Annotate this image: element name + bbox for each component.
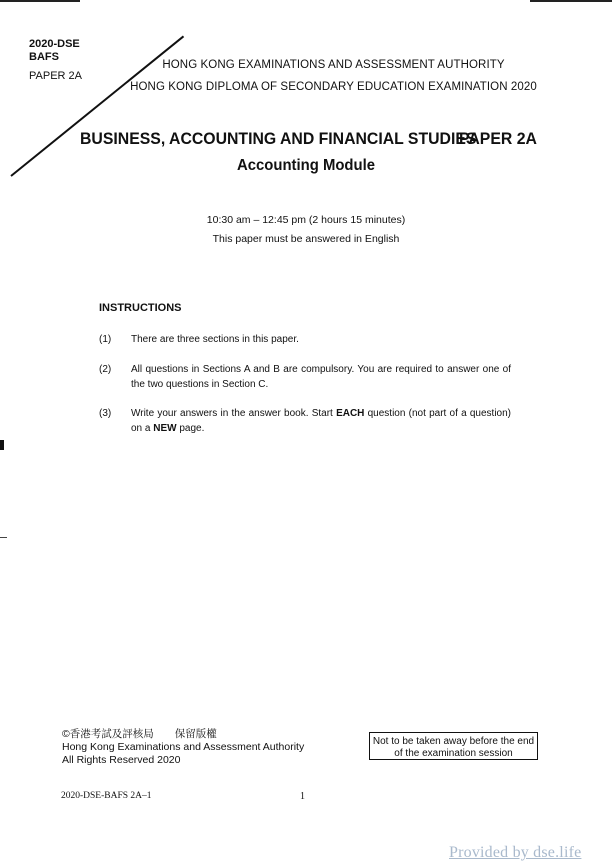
paper-code: PAPER 2A (29, 70, 82, 82)
top-rule-right (530, 0, 612, 2)
exam-time: 10:30 am – 12:45 pm (2 hours 15 minutes) (206, 214, 406, 226)
instruction-text: All questions in Sections A and B are compulsory. You are required to answer one of the two questions in Section C. (131, 364, 511, 390)
watermark-link[interactable]: Provided by dse.life (449, 844, 582, 861)
instruction-text-part: Write your answers in the answer book. Start (131, 408, 337, 419)
rights-reserved: All Rights Reserved 2020 (62, 754, 181, 766)
copyright-english: Hong Kong Examinations and Assessment Authority (62, 741, 305, 753)
language-note: This paper must be answered in English (212, 233, 400, 245)
instructions-heading: INSTRUCTIONS (99, 302, 182, 314)
page-code: 2020-DSE-BAFS 2A–1 (61, 791, 152, 801)
authority-heading: HONG KONG EXAMINATIONS AND ASSESSMENT AUTHORITY (162, 59, 505, 71)
instruction-text (131, 407, 511, 436)
top-rule-left (0, 0, 80, 2)
instruction-emphasis: NEW (153, 422, 177, 434)
copyright-block (62, 728, 304, 767)
page-number: 1 (300, 791, 305, 802)
notice-box: Not to be taken away before the end of the examination session (369, 732, 538, 760)
subject-code: BAFS (29, 51, 59, 63)
instruction-number: (3) (99, 408, 112, 419)
margin-tick (0, 537, 7, 538)
instruction-text-part: question (not part of a question) on a (131, 408, 511, 434)
instruction-emphasis: EACH (336, 408, 365, 419)
copyright-chinese: ©香港考試及評核局 保留版權 (62, 728, 217, 740)
instruction-text-part: page. (176, 422, 205, 434)
instruction-number: (1) (99, 334, 112, 345)
paper-title: PAPER 2A (459, 129, 537, 148)
module-title: Accounting Module (236, 157, 376, 174)
margin-mark (0, 440, 4, 450)
instruction-number: (2) (99, 364, 112, 375)
exam-code: 2020-DSE (29, 38, 80, 50)
instruction-text: There are three sections in this paper. (131, 334, 299, 345)
page-title: BUSINESS, ACCOUNTING AND FINANCIAL STUDIES (80, 129, 477, 148)
exam-heading: HONG KONG DIPLOMA OF SECONDARY EDUCATION EXAMINATION 2020 (130, 81, 537, 93)
